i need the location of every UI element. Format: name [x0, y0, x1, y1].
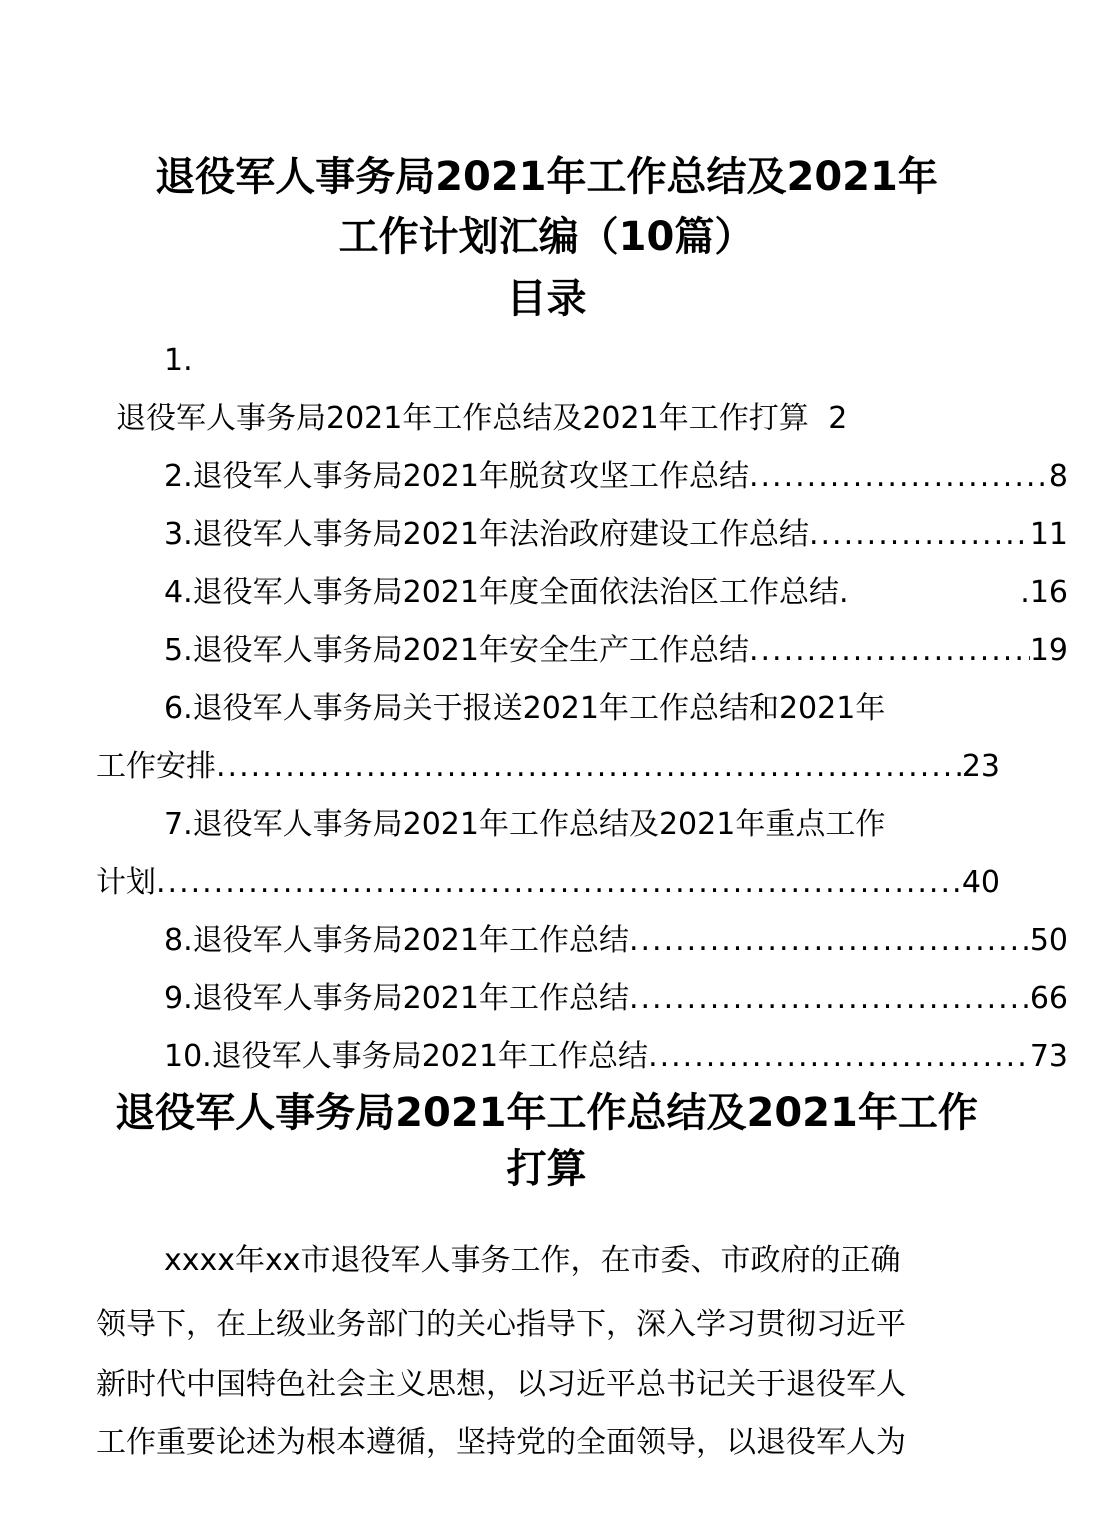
toc-leader — [629, 970, 1030, 1028]
toc-item-4-page: .16 — [1020, 575, 1068, 610]
paragraph-line-3: 新时代中国特色社会主义思想，以习近平总书记关于退役军人 — [96, 1367, 906, 1402]
toc-item-8-page: 50 — [1029, 923, 1068, 958]
section-heading-line2: 打算 — [506, 1146, 587, 1192]
toc-item-10[interactable] — [96, 1028, 1068, 1086]
toc-item-4[interactable] — [96, 564, 1068, 622]
toc-item-9-page: 66 — [1029, 981, 1068, 1016]
toc-item-5[interactable] — [96, 622, 1068, 680]
toc-item-5-label: 5.退役军人事务局2021年安全生产工作总结 — [164, 633, 749, 668]
toc-leader — [749, 448, 1049, 506]
toc-item-3-page: 11 — [1029, 517, 1068, 552]
toc-item-7-label: 计划 — [96, 865, 156, 900]
toc-item-6-page: 23 — [961, 749, 1000, 784]
toc-item-9-label: 9.退役军人事务局2021年工作总结 — [164, 981, 629, 1016]
toc-leader — [156, 854, 962, 912]
toc-item-7[interactable] — [96, 854, 1000, 912]
document-title-line1: 退役军人事务局2021年工作总结及2021年 — [155, 154, 938, 200]
toc-item-6-line1[interactable]: 6.退役军人事务局关于报送2021年工作总结和2021年 — [164, 691, 886, 726]
section-heading-line1: 退役军人事务局2021年工作总结及2021年工作 — [115, 1090, 978, 1136]
toc-item-1-label: 退役军人事务局2021年工作总结及2021年工作打算 — [116, 401, 809, 436]
toc-heading: 目录 — [506, 276, 587, 322]
toc-item-1[interactable] — [116, 390, 847, 448]
document-title-line2: 工作计划汇编（10篇） — [338, 214, 755, 260]
toc-leader — [749, 622, 1030, 680]
toc-item-6[interactable] — [96, 738, 1000, 796]
paragraph-line-4: 工作重要论述为根本遵循，坚持党的全面领导，以退役军人为 — [96, 1425, 906, 1460]
toc-item-8-label: 8.退役军人事务局2021年工作总结 — [164, 923, 629, 958]
toc-item-10-label: 10.退役军人事务局2021年工作总结 — [164, 1039, 649, 1074]
toc-item-7-page: 40 — [961, 865, 1000, 900]
toc-item-1-number: 1. — [164, 343, 193, 378]
toc-leader — [809, 506, 1030, 564]
toc-item-3-label: 3.退役军人事务局2021年法治政府建设工作总结 — [164, 517, 809, 552]
toc-leader — [216, 738, 962, 796]
toc-item-4-page-number: 16 — [1029, 575, 1068, 610]
toc-item-2-page: 8 — [1048, 459, 1068, 494]
toc-item-5-page: 19 — [1029, 633, 1068, 668]
paragraph-line-1: xxxx年xx市退役军人事务工作，在市委、市政府的正确 — [164, 1243, 901, 1278]
toc-item-2-label: 2.退役军人事务局2021年脱贫攻坚工作总结 — [164, 459, 749, 494]
toc-item-10-page: 73 — [1029, 1039, 1068, 1074]
toc-item-9[interactable] — [96, 970, 1068, 1028]
toc-item-4-label: 4.退役军人事务局2021年度全面依法治区工作总结. — [164, 575, 849, 610]
toc-item-2[interactable] — [96, 448, 1068, 506]
toc-leader — [648, 1028, 1030, 1086]
paragraph-line-2: 领导下，在上级业务部门的关心指导下，深入学习贯彻习近平 — [96, 1307, 906, 1342]
toc-item-6-label: 工作安排 — [96, 749, 216, 784]
toc-item-1-page: 2 — [828, 401, 848, 436]
toc-leader — [629, 912, 1030, 970]
toc-item-3[interactable] — [96, 506, 1068, 564]
toc-item-8[interactable] — [96, 912, 1068, 970]
toc-item-7-line1[interactable]: 7.退役军人事务局2021年工作总结及2021年重点工作 — [164, 807, 886, 842]
